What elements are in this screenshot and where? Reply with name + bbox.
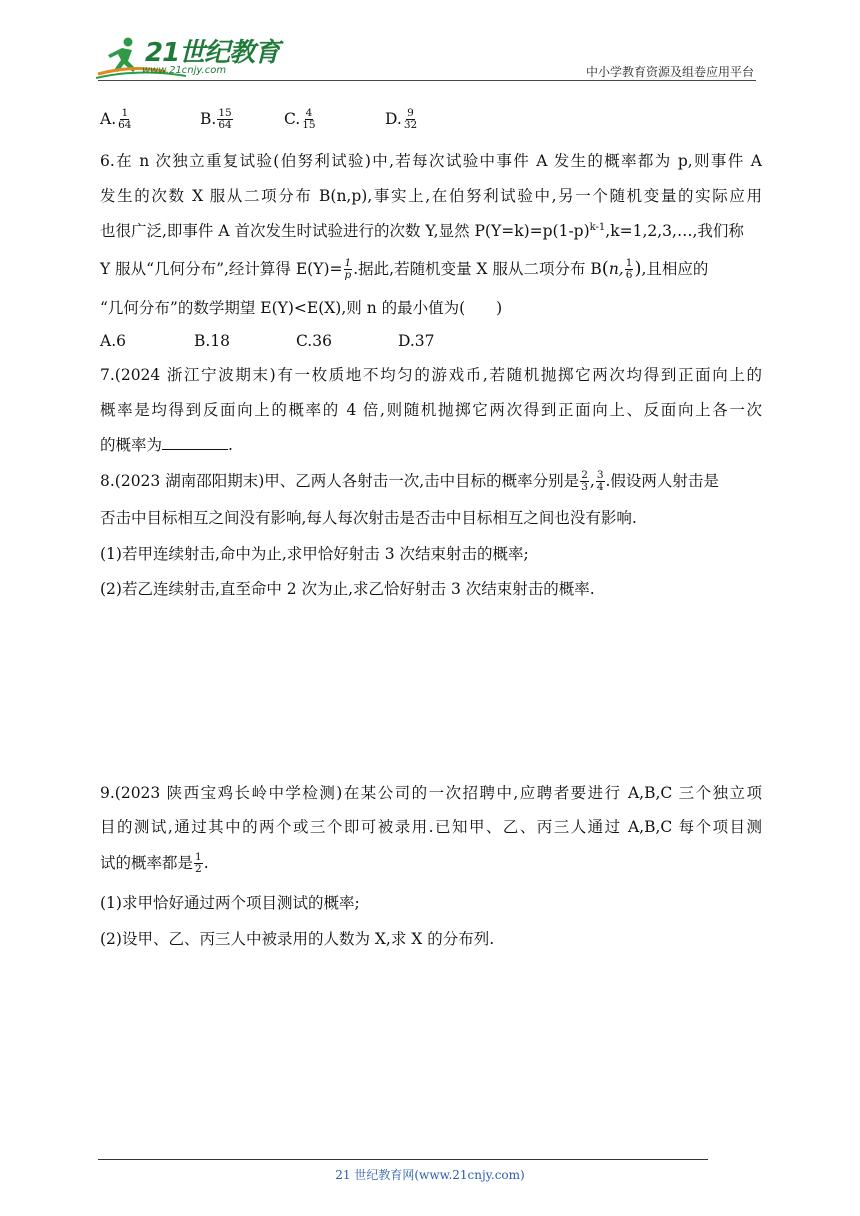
q9-line-3: 试的概率都是 $\frac{1}{2}$ . (100, 850, 209, 875)
q7-line-2: 概率是均得到反面向上的概率的 4 倍,则随机抛掷它两次得到正面向上、反面向上各一次 (100, 401, 762, 419)
q6-line-5: “几何分布”的数学期望 E(Y)<E(X),则 n 的最小值为( ) (100, 299, 503, 317)
header-divider (98, 80, 756, 81)
q8-sub-1: (1)若甲连续射击,命中为止,求甲恰好射击 3 次结束射击的概率; (100, 545, 529, 563)
q6-line-3: 也很广泛,即事件 A 首次发生时试验进行的次数 Y,显然 $P(Y=k)=p(1-p)^{k-1},k=1,2,3,\dots$,我们称 (100, 221, 744, 240)
logo-text: 21世纪教育 (145, 38, 280, 68)
q8-line-1: 8.(2023 湖南邵阳期末)甲、乙两人各射击一次,击中目标的概率分别是 $\frac{2}{3}$ , $\frac{3}{4}$ .假设两人射击是 (100, 468, 719, 493)
q5-option-d: D. $\frac{9}{32}$ (385, 106, 418, 131)
logo-url: www.21cnjy.com (142, 65, 227, 76)
q9-line-2: 目的测试,通过其中的两个或三个即可被录用.已知甲、乙、丙三人通过 A,B,C 每个项目测 (100, 818, 762, 836)
q5-option-a: A. $\frac{1}{64}$ (100, 106, 132, 131)
footer-divider (98, 1159, 708, 1160)
answer-blank (162, 435, 228, 450)
q9-line-1: 9.(2023 陕西宝鸡长岭中学检测)在某公司的一次招聘中,应聘者要进行 A,B,C 三个独立项 (100, 784, 762, 802)
q6-line-2: 发生的次数 X 服从二项分布 B(n,p),事实上,在伯努利试验中,另一个随机变量的实际应用 (100, 187, 762, 205)
q5-option-b: B. $\frac{15}{64}$ (200, 106, 232, 131)
q6-option-d: D.37 (398, 332, 435, 350)
q8-line-2: 否击中目标相互之间没有影响,每人每次射击是否击中目标相互之间也没有影响. (100, 509, 637, 527)
q6-option-a: A.6 (100, 332, 126, 350)
q7-line-3: 的概率为 . (100, 436, 233, 454)
q5-option-c: C. $\frac{4}{15}$ (284, 106, 316, 131)
q6-option-c: C.36 (296, 332, 332, 350)
q9-sub-1: (1)求甲恰好通过两个项目测试的概率; (100, 894, 360, 912)
q8-sub-2: (2)若乙连续射击,直至命中 2 次为止,求乙恰好射击 3 次结束射击的概率. (100, 580, 595, 598)
q6-option-b: B.18 (194, 332, 231, 350)
q6-line-1: 6.在 n 次独立重复试验(伯努利试验)中,若每次试验中事件 A 发生的概率都为 p,则事件 A (100, 152, 762, 170)
footer-site: 21 世纪教育网(www.21cnjy.com) (335, 1168, 525, 1182)
header-platform-name: 中小学教育资源及组卷应用平台 (585, 65, 754, 79)
q9-sub-2: (2)设甲、乙、丙三人中被录用的人数为 X,求 X 的分布列. (100, 930, 495, 948)
q6-line-4: Y 服从“几何分布”,经计算得 E(Y)= $\frac{1}{p}$ .据此,若随机变量 X 服从二项分布 B(n, $\frac{1}{6}$ ),且相应的 (100, 256, 709, 281)
q7-line-1: 7.(2024 浙江宁波期末)有一枚质地不均匀的游戏币,若随机抛掷它两次均得到正面向上的 (100, 366, 762, 384)
